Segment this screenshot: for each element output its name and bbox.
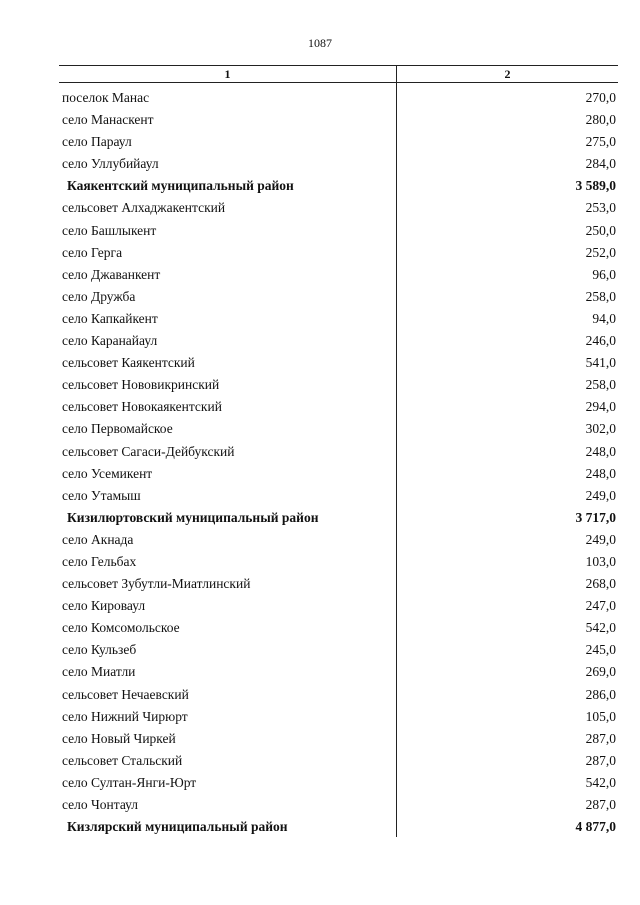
table-row bbox=[59, 330, 618, 352]
settlement-value: 103,0 bbox=[585, 553, 616, 569]
settlement-name: село Капкайкент bbox=[62, 310, 158, 326]
table-row bbox=[59, 573, 618, 595]
district-total-row bbox=[59, 507, 618, 529]
settlement-name: село Кульзеб bbox=[62, 642, 137, 658]
settlement-value: 268,0 bbox=[585, 576, 616, 592]
table-row bbox=[59, 286, 618, 308]
table-row bbox=[59, 750, 618, 772]
settlement-value: 286,0 bbox=[585, 686, 616, 702]
district-total-row bbox=[59, 816, 618, 838]
district-total-value: 3 589,0 bbox=[575, 178, 616, 194]
settlement-value: 253,0 bbox=[585, 200, 616, 216]
settlement-value: 269,0 bbox=[585, 664, 616, 680]
settlement-value: 287,0 bbox=[585, 730, 616, 746]
settlement-name: сельсовет Новокаякентский bbox=[62, 399, 222, 415]
settlement-name: село Уллубийаул bbox=[62, 156, 159, 172]
settlement-value: 249,0 bbox=[585, 487, 616, 503]
settlement-value: 542,0 bbox=[585, 620, 616, 636]
settlement-value: 105,0 bbox=[585, 708, 616, 724]
table-row bbox=[59, 220, 618, 242]
table-row bbox=[59, 153, 618, 175]
settlement-name: село Усемикент bbox=[62, 465, 153, 481]
table-row bbox=[59, 617, 618, 639]
settlement-name: сельсовет Стальский bbox=[62, 752, 183, 768]
allocation-table bbox=[59, 65, 618, 837]
settlement-name: сельсовет Нововикринский bbox=[62, 377, 220, 393]
table-row bbox=[59, 529, 618, 551]
table-row bbox=[59, 418, 618, 440]
district-name: Кизилюртовский муниципальный район bbox=[67, 509, 319, 525]
settlement-value: 96,0 bbox=[592, 266, 616, 282]
settlement-value: 270,0 bbox=[585, 90, 616, 105]
settlement-name: село Чонтаул bbox=[62, 797, 139, 812]
table-row bbox=[59, 109, 618, 131]
table-row bbox=[59, 396, 618, 418]
settlement-value: 247,0 bbox=[585, 598, 616, 614]
table-row bbox=[59, 264, 618, 286]
table-row bbox=[59, 463, 618, 485]
table-row bbox=[59, 485, 618, 507]
settlement-value: 302,0 bbox=[585, 421, 616, 437]
settlement-name: поселок Манас bbox=[62, 90, 150, 105]
settlement-value: 245,0 bbox=[585, 642, 616, 658]
table-row bbox=[59, 352, 618, 374]
settlement-value: 248,0 bbox=[585, 465, 616, 481]
settlement-value: 294,0 bbox=[585, 399, 616, 415]
table-row bbox=[59, 706, 618, 728]
table-row bbox=[59, 639, 618, 661]
table-row bbox=[59, 197, 618, 219]
table-row bbox=[59, 794, 618, 816]
settlement-value: 275,0 bbox=[585, 134, 616, 150]
settlement-value: 280,0 bbox=[585, 112, 616, 128]
settlement-value: 287,0 bbox=[585, 797, 616, 812]
settlement-name: сельсовет Сагаси-Дейбукский bbox=[62, 443, 235, 459]
table-header-rule bbox=[59, 82, 618, 83]
table-row bbox=[59, 595, 618, 617]
settlement-name: село Нижний Чирюрт bbox=[62, 708, 188, 724]
table-row bbox=[59, 441, 618, 463]
settlement-name: село Новый Чиркей bbox=[62, 730, 176, 746]
page-number: 1087 bbox=[308, 36, 332, 50]
table-row bbox=[59, 551, 618, 573]
settlement-name: село Башлыкент bbox=[62, 222, 157, 238]
settlement-name: село Манаскент bbox=[62, 112, 154, 128]
district-name: Кизлярский муниципальный район bbox=[67, 819, 288, 835]
settlement-name: село Акнада bbox=[62, 531, 134, 547]
settlement-name: село Комсомольское bbox=[62, 620, 180, 636]
table-body bbox=[59, 87, 618, 838]
settlement-name: село Гельбах bbox=[62, 553, 137, 569]
table-row bbox=[59, 661, 618, 683]
settlement-name: сельсовет Каякентский bbox=[62, 355, 195, 371]
district-total-row bbox=[59, 175, 618, 197]
table-row bbox=[59, 728, 618, 750]
settlement-name: село Кироваул bbox=[62, 598, 146, 614]
table-row bbox=[59, 242, 618, 264]
settlement-value: 542,0 bbox=[585, 774, 616, 790]
settlement-name: село Параул bbox=[62, 134, 132, 150]
district-name: Каякентский муниципальный район bbox=[67, 178, 294, 194]
settlement-value: 258,0 bbox=[585, 288, 616, 304]
settlement-name: село Дружба bbox=[62, 288, 136, 304]
settlement-name: село Каранайаул bbox=[62, 333, 158, 349]
settlement-value: 287,0 bbox=[585, 752, 616, 768]
settlement-value: 246,0 bbox=[585, 333, 616, 349]
table-row bbox=[59, 308, 618, 330]
settlement-value: 249,0 bbox=[585, 531, 616, 547]
settlement-value: 250,0 bbox=[585, 222, 616, 238]
column-header-2: 2 bbox=[504, 67, 511, 81]
district-total-value: 4 877,0 bbox=[575, 819, 616, 835]
settlement-name: село Султан-Янги-Юрт bbox=[62, 774, 197, 790]
settlement-value: 284,0 bbox=[585, 156, 616, 172]
settlement-name: село Джаванкент bbox=[62, 266, 161, 282]
settlement-name: сельсовет Нечаевский bbox=[62, 686, 189, 702]
settlement-name: село Герга bbox=[62, 244, 123, 260]
settlement-value: 541,0 bbox=[585, 355, 616, 371]
settlement-name: село Миатли bbox=[62, 664, 136, 680]
column-header-1: 1 bbox=[224, 67, 231, 81]
table-row bbox=[59, 684, 618, 706]
table-row bbox=[59, 131, 618, 153]
settlement-name: сельсовет Зубутли-Миатлинский bbox=[62, 576, 251, 592]
table-top-rule bbox=[59, 65, 618, 66]
settlement-name: сельсовет Алхаджакентский bbox=[62, 200, 226, 216]
settlement-name: село Первомайское bbox=[62, 421, 173, 437]
settlement-value: 94,0 bbox=[592, 310, 616, 326]
settlement-name: село Утамыш bbox=[62, 487, 141, 503]
settlement-value: 248,0 bbox=[585, 443, 616, 459]
table-row bbox=[59, 772, 618, 794]
settlement-value: 258,0 bbox=[585, 377, 616, 393]
table-row bbox=[59, 374, 618, 396]
settlement-value: 252,0 bbox=[585, 244, 616, 260]
table-row bbox=[59, 87, 618, 109]
district-total-value: 3 717,0 bbox=[575, 509, 616, 525]
